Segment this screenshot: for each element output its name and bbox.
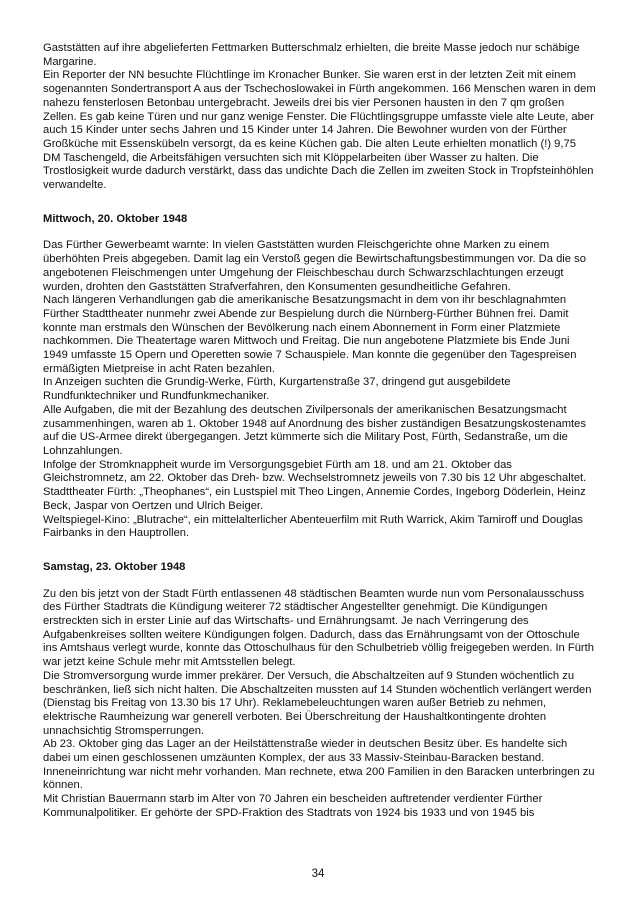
page-number: 34 xyxy=(311,868,325,880)
paragraph: Zu den bis jetzt von der Stadt Fürth entlassenen 48 städtischen Beamten wurde nun vom Personalausschuss des Fürther Stadtrats die Kündigung weiterer 72 städtischer Angestellter genehmigt. Die Kündigungen erstreckten sich in erster Linie auf das Wirtschafts- und Ernährungsamt. Je nach Verringerung des Aufgabenkreises sollten weitere Kündigungen folgen. Dadurch, dass das Ernährungsamt von der Ottoschule ins Amtshaus verlegt wurde, konnte das Ottoschulhaus für den Schulbetrieb völlig freigegeben werden. In Fürth war jetzt keine Schule mehr mit Amtsstellen belegt. xyxy=(43,587,594,669)
paragraph: Ein Reporter der NN besuchte Flüchtlinge im Kronacher Bunker. Sie waren erst in der letzten Zeit mit einem sogenannten Sondertransport A aus der Tschechoslowakei in Fürth angekommen. 166 Menschen waren in dem nahezu fensterlosen Betonbau untergebracht. Jeweils drei bis vier Personen hausten in den 7 qm großen Zellen. Es gab keine Türen und nur ganz wenige Fenster. Die Flüchtlingsgruppe umfasste viele alte Leute, aber auch 15 Kinder unter sechs Jahren und 15 Kinder unter 14 Jahren. Die Bewohner wurden von der Fürther Großküche mit Essenskübeln versorgt, da es keine Küchen gab. Die alten Leute erhielten monatlich (!) 9,75 DM Taschengeld, die Arbeitsfähigen versuchten sich mit Klöppelarbeiten über Wasser zu halten. Die Trostlosigkeit wurde dadurch verstärkt, dass das undichte Dach die Zellen im zweiten Stock in Tropfsteinhöhlen verwandelte. xyxy=(43,69,596,192)
paragraph: Ab 23. Oktober ging das Lager an der Heilstättenstraße wieder in deutschen Besitz über. Es handelte sich dabei um einen geschlossenen umzäunten Komplex, der aus 33 Massiv-Steinbau-Baracken bestand. Inneneinrichtung war nicht mehr vorhanden. Man rechnete, etwa 200 Familien in den Baracken unterbringen zu können. xyxy=(43,738,595,792)
paragraph: Stadttheater Fürth: „Theophanes“, ein Lustspiel mit Theo Lingen, Annemie Cordes, Ingeborg Döderlein, Heinz Beck, Jaspar von Oertzen und Ulrich Beiger. xyxy=(43,486,586,512)
paragraph: In Anzeigen suchten die Grundig-Werke, Fürth, Kurgartenstraße 37, dringend gut ausgebildete Rundfunktechniker und Rundfunkmechaniker. xyxy=(43,376,511,403)
paragraph: Infolge der Stromknappheit wurde im Versorgungsgebiet Fürth am 18. und am 21. Oktober das Gleichstromnetz, am 22. Oktober das Dreh- bzw. Wechselstromnetz jeweils von 7.30 bis 12 Uhr abgeschaltet. xyxy=(43,458,587,485)
paragraph: Das Fürther Gewerbeamt warnte: In vielen Gaststätten wurden Fleischgerichte ohne Marken zu einem überhöhten Preis abgegeben. Damit lag ein Verstoß gegen die Bewirtschaftungsbestimmungen vor. Da die so angebotenen Fleischmengen unter Umgehung der Fleischbeschau durch Schwarzschlachtungen erzeugt wurden, drohten den Gaststätten Strafverfahren, den Konsumenten gesundheitliche Gefahren. xyxy=(43,239,586,293)
section-heading: Mittwoch, 20. Oktober 1948 xyxy=(43,212,188,225)
paragraph: Alle Aufgaben, die mit der Bezahlung des deutschen Zivilpersonals der amerikanischen Besatzungsmacht zusammenhingen, waren ab 1. Oktober 1948 auf Anordnung des bisher zuständigen Besatzungskostenamtes auf die US-Armee direkt übergegangen. Jetzt kümmerte sich die Military Post, Fürth, Sedanstraße, um die Lohnzahlungen. xyxy=(43,403,586,457)
paragraph: Die Stromversorgung wurde immer prekärer. Der Versuch, die Abschaltzeiten auf 9 Stunden wöchentlich zu beschränken, ließ sich nicht halten. Die Abschaltzeiten mussten auf 14 Stunden wöchentlich verlängert werden (Dienstag bis Freitag von 13.30 bis 17 Uhr). Reklamebeleuchtungen waren außer Betrieb zu nehmen, elektrische Raumheizung war generell verboten. Bei Überschreitung der Haushaltkontingente drohten unnachsichtig Stromsperrungen. xyxy=(43,669,592,737)
paragraph: Gaststätten auf ihre abgelieferten Fettmarken Butterschmalz erhielten, die breite Masse jedoch nur schäbige Margarine. xyxy=(43,42,580,68)
paragraph: Weltspiegel-Kino: „Blutrache“, ein mittelalterlicher Abenteuerfilm mit Ruth Warrick, Akim Tamiroff und Douglas Fairbanks in den Hauptrollen. xyxy=(43,513,583,540)
paragraph: Mit Christian Bauermann starb im Alter von 70 Jahren ein bescheiden auftretender verdienter Fürther Kommunalpolitiker. Er gehörte der SPD-Fraktion des Stadtrats von 1924 bis 1933 und von 1945 bis xyxy=(43,793,543,819)
section-heading: Samstag, 23. Oktober 1948 xyxy=(43,560,186,573)
document-text xyxy=(43,42,596,821)
paragraph: Nach längeren Verhandlungen gab die amerikanische Besatzungsmacht in dem von ihr beschlagnahmten Fürther Stadttheater nunmehr zwei Abende zur Bespielung durch die Nürnberg-Fürther Bühnen frei. Damit konnte man erstmals den Wünschen der Bevölkerung nach einem Abonnement in Form einer Platzmiete nachkommen. Die Theatertage waren Mittwoch und Freitag. Die nun angebotene Platzmiete bis Ende Juni 1949 umfasste 15 Opern und Operetten sowie 7 Schauspiele. Man konnte die gegenüber den Tagespreisen ermäßigten Mietpreise in acht Raten bezahlen. xyxy=(43,294,577,375)
